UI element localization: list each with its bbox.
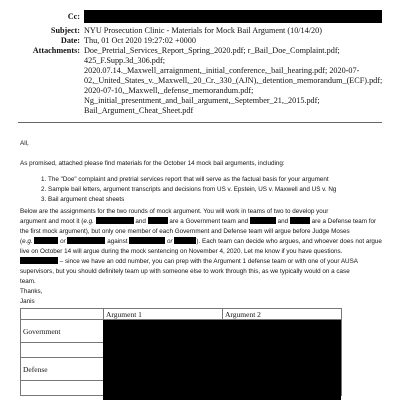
table-header-row (21, 309, 342, 320)
paragraph-line: Below are the assignments for the two rounds of mock argument. You will work in teams of two to develop your (20, 208, 329, 215)
paragraph-line: team. (20, 278, 36, 285)
name-redaction (67, 237, 105, 244)
paragraph-line: live on October 14 will argue during the mock sentencing on November 4, 2020. Let me know if you have questions. (20, 248, 343, 255)
paragraph-line: supervisors, but you should definitely team up with someone else to work through this, as we typically would on a case (20, 268, 350, 275)
materials-list (20, 175, 382, 205)
name-redaction (174, 237, 196, 244)
name-redaction (129, 237, 165, 244)
subject-value: NYU Prosecution Clinic - Materials for Mock Bail Argument (10/14/20) (84, 26, 322, 35)
greeting: All, (20, 140, 29, 147)
name-redaction (290, 217, 310, 224)
date-value: Thu, 01 Oct 2020 19:27:02 +0000 (84, 36, 196, 45)
attachment-line[interactable]: 425_F.Supp.3d_306.pdf; (84, 56, 165, 65)
table-header-cell: Argument 2 (223, 309, 342, 320)
attachment-line[interactable]: 2020.07.14._Maxwell_arraignment,_initial_conference,_bail_hearing.pdf; 2020-07- (84, 66, 360, 75)
attachment-line[interactable]: Doe_Pretrial_Services_Report_Spring_2020.pdf; r_Bail_Doe_Complaint.pdf; (84, 46, 340, 55)
table-row-label (21, 343, 104, 358)
name-redaction (96, 217, 134, 224)
name-redaction (20, 257, 58, 264)
list-item: 2. Sample bail letters, argument transcripts and decisions from US v. Epstein, US v. Maxwell and US v. Ng (48, 185, 382, 195)
signature: Janis (20, 298, 35, 305)
cc-redaction (84, 10, 382, 23)
table-row-label: Government (21, 320, 104, 343)
table-header-cell (21, 309, 104, 320)
list-item: 1. The "Doe" complaint and pretrial services report that will serve as the factual basis for your argument (48, 175, 382, 185)
attachment-line[interactable]: Ng_initial_presentment_and_bail_argument,_September_21,_2015.pdf; (84, 96, 320, 105)
attachment-line[interactable]: Bail_Argument_Cheat_Sheet.pdf (84, 106, 194, 115)
closing: Thanks, (20, 288, 43, 295)
name-redaction (250, 217, 276, 224)
intro-paragraph: As promised, attached please find materials for the October 14 mock bail arguments, including: (20, 160, 285, 167)
list-item: 3. Bail argument cheat sheets (48, 195, 382, 205)
date-label: Date: (60, 36, 80, 45)
table-redaction (103, 320, 341, 400)
table-row-label: Defense (21, 358, 104, 381)
assignments-paragraph (20, 207, 382, 287)
table-row-label (21, 381, 104, 396)
name-redaction (34, 237, 58, 244)
subject-label: Subject: (50, 26, 80, 35)
header-divider (18, 122, 382, 123)
paragraph-line: – since we have an odd number, you can prep with the Argument 1 defense team or with one of your AUSA (20, 257, 382, 267)
paragraph-line: (e.g. or against or ). Each team can decide who argues, and whoever does not argue (20, 238, 382, 245)
paragraph-line: the first mock argument), but only one member of each Government and Defense team will argue before Judge Moses (20, 228, 350, 235)
name-redaction (148, 217, 168, 224)
attachment-line[interactable]: 2020-07-10,_Maxwell,_defense_memorandum.pdf; (84, 86, 254, 95)
attachments-label: Attachments: (32, 46, 80, 55)
attachments-list[interactable] (84, 46, 384, 116)
cc-label: Cc: (67, 12, 80, 21)
table-header-cell: Argument 1 (104, 309, 223, 320)
attachment-line[interactable]: 02,_United_States_v._Maxwell,_20_Cr._330_(AJN),_detention_memorandum_(ECF).pdf; (84, 76, 383, 85)
paragraph-line: argument and moot it (e.g. and are a Government team and and are a Defense team for (20, 218, 377, 225)
